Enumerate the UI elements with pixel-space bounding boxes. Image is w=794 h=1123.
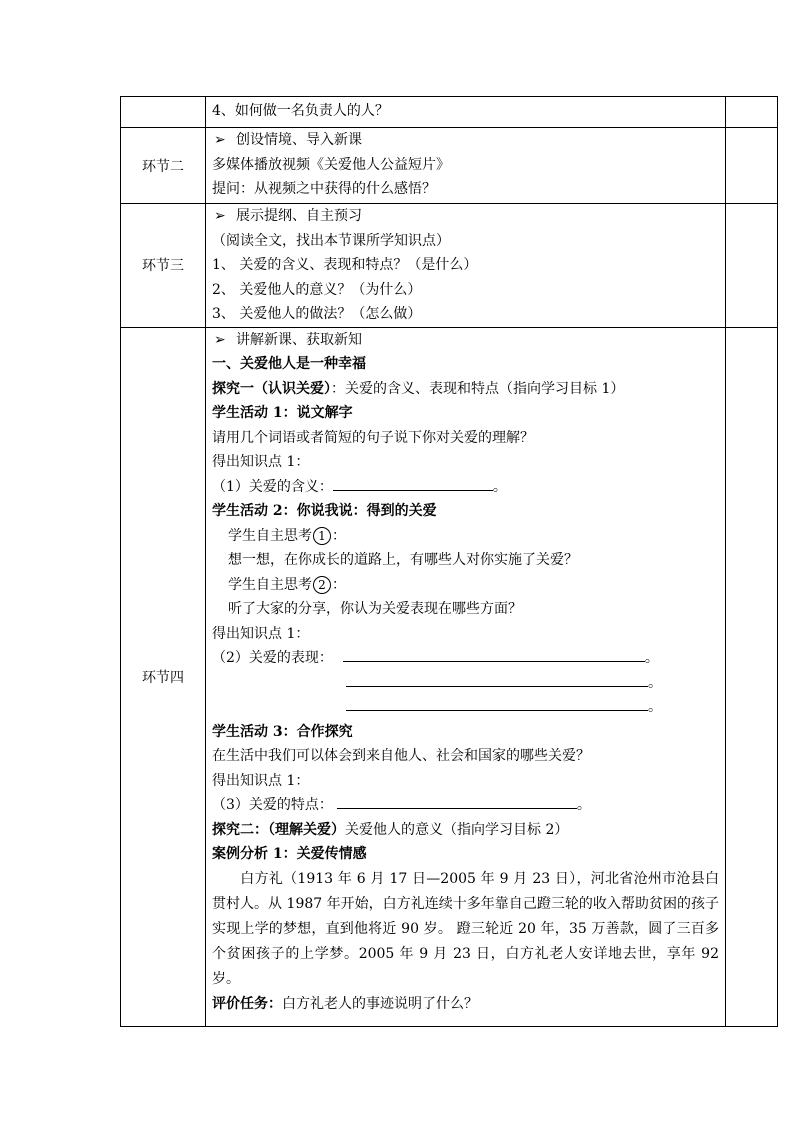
stage-content — [206, 128, 726, 204]
feature-fill-line: （3）关爱的特点： 。 — [212, 797, 591, 813]
case-one-text: 白方礼（1913 年 6 月 17 日—2005 年 9 月 23 日），河北省沧州市沧县白贯村人。从 1987 年开始，白方礼连续十多年靠自己蹬三轮的收入帮助贫困的孩子实现上学的梦想，直到他将近 90 岁。 蹬三轮近 20 年，35 万善款，圆了三百多个贫困孩子的上学梦。2005 年 9 月 23 日，白方礼老人安详地去世，享年 92 岁。 — [212, 870, 719, 987]
think-two-question: 听了大家的分享，你认为关爱表现在哪些方面？ — [228, 601, 522, 617]
explore-one: 探究一（认识关爱）：关爱的含义、表现和特点（指向学习目标 1） — [212, 380, 625, 397]
stage-content — [206, 327, 726, 1026]
content-line: 2、 关爱他人的意义？（为什么） — [212, 281, 422, 298]
lesson-plan-table — [120, 96, 778, 1027]
answer-blank[interactable] — [337, 796, 577, 809]
notes-cell — [726, 204, 778, 328]
think-two: 学生自主思考 2 ： — [228, 576, 346, 593]
explore-two: 探究二：（理解关爱）关爱他人的意义（指向学习目标 2） — [212, 821, 569, 838]
content-line: 1、 关爱的含义、表现和特点？（是什么） — [212, 257, 478, 273]
stage-heading: ➢ 创设情境、导入新课 — [212, 128, 725, 153]
stage-label: 环节二 — [121, 128, 206, 204]
activity-three-title: 学生活动 3：合作探究 — [212, 723, 353, 740]
arrow-bullet-icon: ➢ — [214, 208, 226, 224]
stage-label: 环节三 — [121, 204, 206, 328]
stage-content — [206, 204, 726, 328]
table-row — [121, 97, 778, 128]
table-row — [121, 204, 778, 328]
stage-label — [121, 97, 206, 128]
notes-cell — [726, 128, 778, 204]
notes-cell — [726, 97, 778, 128]
circled-number-one: 1 — [313, 527, 331, 545]
case-one-title: 案例分析 1：关爱传情感 — [212, 846, 367, 862]
content-line: 3、 关爱他人的做法？（怎么做） — [212, 306, 422, 322]
table-row — [121, 128, 778, 204]
meaning-fill-line: （1）关爱的含义： 。 — [212, 478, 507, 495]
answer-blank[interactable] — [346, 674, 648, 687]
show-fill-line: （2）关爱的表现： 。 — [212, 650, 659, 666]
answer-blank[interactable] — [343, 649, 645, 662]
content-line: 提问：从视频之中获得的什么感悟？ — [212, 181, 436, 197]
stage-content — [206, 97, 726, 128]
answer-blank[interactable] — [346, 698, 648, 711]
knowledge-point-label: 得出知识点 1： — [212, 625, 310, 642]
knowledge-point-label: 得出知识点 1： — [212, 454, 310, 470]
show-fill-line: 。 — [212, 671, 725, 696]
think-one-question: 想一想，在你成长的道路上，有哪些人对你实施了关爱？ — [228, 552, 578, 568]
activity-one-title: 学生活动 1：说文解字 — [212, 405, 353, 421]
section-title: 一、关爱他人是一种幸福 — [212, 356, 366, 372]
evaluation-task: 评价任务：白方礼老人的事迹说明了什么？ — [212, 995, 478, 1012]
activity-two-title: 学生活动 2：你说我说：得到的关爱 — [212, 503, 437, 519]
think-one: 学生自主思考 1 ： — [228, 527, 346, 544]
answer-blank[interactable] — [333, 478, 493, 491]
knowledge-point-label: 得出知识点 1： — [212, 772, 310, 789]
notes-cell — [726, 327, 778, 1026]
circled-number-two: 2 — [313, 576, 331, 594]
content-line: （阅读全文，找出本节课所学知识点） — [212, 232, 450, 249]
stage-label: 环节四 — [121, 327, 206, 1026]
stage-heading: ➢ 展示提纲、自主预习 — [212, 204, 725, 229]
show-fill-line: 。 — [212, 695, 725, 720]
arrow-bullet-icon: ➢ — [214, 331, 226, 348]
table-row — [121, 327, 778, 1026]
activity-three-question: 在生活中我们可以体会到来自他人、社会和国家的哪些关爱？ — [212, 748, 590, 764]
stage-heading: ➢ 讲解新课、获取新知 — [212, 328, 725, 353]
arrow-bullet-icon: ➢ — [214, 132, 226, 148]
content-line: 多媒体播放视频《关爱他人公益短片》 — [212, 156, 450, 173]
question-line: 4、如何做一名负责人的人？ — [212, 103, 389, 119]
activity-one-question: 请用几个词语或者简短的句子说下你对关爱的理解？ — [212, 429, 534, 446]
